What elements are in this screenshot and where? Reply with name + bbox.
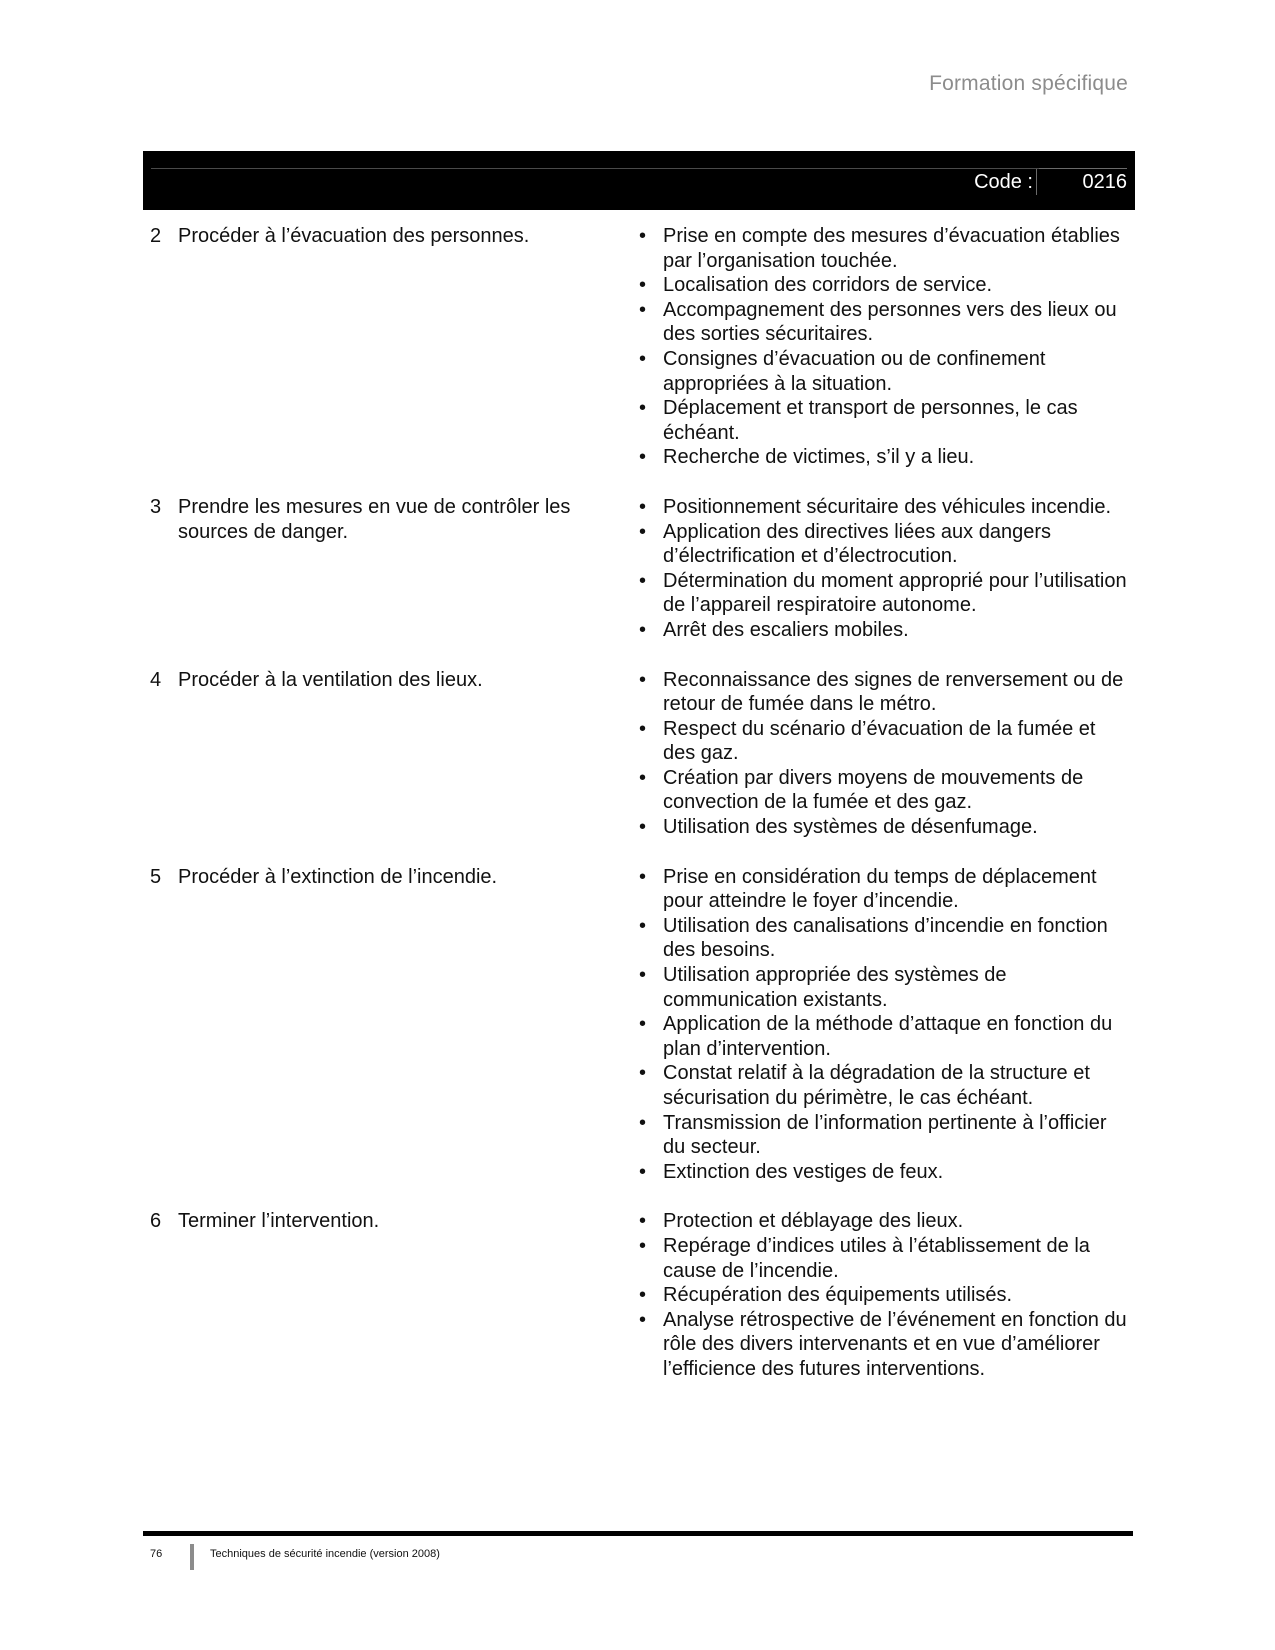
list-item — [633, 618, 1130, 643]
bullet-icon: • — [639, 298, 647, 321]
list-item — [633, 1283, 1130, 1308]
bullet-icon: • — [639, 1013, 647, 1036]
element-cell — [150, 865, 640, 1185]
element-text: Prendre les mesures en vue de contrôler les sources de danger. — [178, 495, 571, 543]
bullet-icon: • — [639, 668, 647, 691]
footer-document-title: Techniques de sécurité incendie (version 2008) — [210, 1548, 440, 1560]
list-item — [633, 766, 1130, 815]
bullet-icon: • — [639, 1062, 647, 1085]
bullet-icon: • — [639, 618, 647, 641]
element-cell — [150, 1209, 640, 1381]
element-number: 4 — [150, 668, 162, 691]
criterion-text: Respect du scénario d’évacuation de la fumée et des gaz. — [663, 717, 1096, 765]
element-number: 5 — [150, 865, 162, 888]
criterion-text: Détermination du moment approprié pour l’utilisation de l’appareil respiratoire autonome. — [663, 569, 1127, 617]
criterion-text: Déplacement et transport de personnes, le cas échéant. — [663, 397, 1078, 444]
element-text: Procéder à l’évacuation des personnes. — [178, 225, 530, 247]
table-row — [150, 1209, 1135, 1381]
table-row — [150, 668, 1135, 840]
criterion-text: Positionnement sécuritaire des véhicules incendie. — [663, 495, 1112, 518]
criterion-text: Consignes d’évacuation ou de confinement appropriées à la situation. — [663, 347, 1046, 395]
element-cell — [150, 224, 640, 470]
list-item — [633, 396, 1130, 445]
criterion-text: Application de la méthode d’attaque en fonction du plan d’intervention. — [663, 1013, 1113, 1060]
element-number: 6 — [150, 1210, 162, 1233]
footer-separator — [190, 1544, 194, 1570]
bullet-icon: • — [639, 495, 647, 518]
element-number: 2 — [150, 225, 162, 247]
code-value: 0216 — [1082, 171, 1127, 193]
criteria-cell — [640, 865, 1130, 1185]
bullet-icon: • — [639, 1284, 647, 1307]
list-item — [633, 1234, 1130, 1283]
list-item — [633, 520, 1130, 569]
code-label: Code : — [974, 171, 1033, 193]
criterion-text: Utilisation des canalisations d’incendie en fonction des besoins. — [663, 914, 1108, 962]
criterion-text: Constat relatif à la dégradation de la structure et sécurisation du périmètre, le cas échéant. — [663, 1062, 1090, 1109]
list-item — [633, 1209, 1130, 1234]
code-box-top-border — [1039, 168, 1127, 169]
list-item — [633, 815, 1130, 840]
list-item — [633, 298, 1130, 347]
table-row — [150, 495, 1135, 643]
bullet-icon: • — [639, 816, 647, 839]
bullet-icon: • — [639, 274, 647, 297]
element-number: 3 — [150, 495, 162, 518]
table-row — [150, 224, 1135, 470]
bullet-icon: • — [639, 347, 647, 370]
criteria-list — [640, 224, 1130, 470]
bullet-icon: • — [639, 766, 647, 789]
list-item — [633, 914, 1130, 963]
list-item — [633, 347, 1130, 396]
bullet-icon: • — [639, 520, 647, 543]
bullet-icon: • — [639, 1308, 647, 1331]
bullet-icon: • — [639, 914, 647, 937]
element-text: Procéder à l’extinction de l’incendie. — [178, 865, 498, 888]
list-item — [633, 1160, 1130, 1185]
code-bar-rule — [151, 168, 1127, 169]
bullet-icon: • — [639, 1160, 647, 1183]
criteria-list — [640, 495, 1130, 643]
criterion-text: Recherche de victimes, s’il y a lieu. — [663, 446, 975, 469]
criteria-cell — [640, 1209, 1130, 1381]
criterion-text: Utilisation des systèmes de désenfumage. — [663, 816, 1038, 839]
criterion-text: Récupération des équipements utilisés. — [663, 1284, 1013, 1307]
list-item — [633, 495, 1130, 520]
list-item — [633, 865, 1130, 914]
bullet-icon: • — [639, 1234, 647, 1257]
footer-rule — [143, 1531, 1133, 1536]
competency-table — [150, 224, 1135, 1407]
criteria-list — [640, 1209, 1130, 1381]
bullet-icon: • — [639, 865, 647, 888]
criteria-cell — [640, 668, 1130, 840]
list-item — [633, 1012, 1130, 1061]
bullet-icon: • — [639, 1210, 647, 1233]
element-text: Terminer l’intervention. — [178, 1210, 380, 1233]
criterion-text: Protection et déblayage des lieux. — [663, 1210, 964, 1233]
bullet-icon: • — [639, 569, 647, 592]
bullet-icon: • — [639, 446, 647, 469]
list-item — [633, 963, 1130, 1012]
criteria-list — [640, 865, 1130, 1185]
criterion-text: Application des directives liées aux dangers d’électrification et d’électrocution. — [663, 520, 1051, 568]
criterion-text: Localisation des corridors de service. — [663, 274, 993, 297]
element-text: Procéder à la ventilation des lieux. — [178, 668, 483, 691]
code-header-bar — [143, 151, 1135, 210]
criterion-text: Repérage d’indices utiles à l’établissement de la cause de l’incendie. — [663, 1234, 1090, 1282]
list-item — [633, 273, 1130, 298]
list-item — [633, 1061, 1130, 1110]
list-item — [633, 1111, 1130, 1160]
criterion-text: Accompagnement des personnes vers des lieux ou des sorties sécuritaires. — [663, 298, 1117, 346]
list-item — [633, 445, 1130, 470]
criterion-text: Arrêt des escaliers mobiles. — [663, 618, 909, 641]
element-cell — [150, 495, 640, 643]
code-box-divider — [1036, 169, 1037, 195]
table-row — [150, 865, 1135, 1185]
criteria-list — [640, 668, 1130, 840]
criterion-text: Analyse rétrospective de l’événement en fonction du rôle des divers intervenants et en vue d’améliorer l’efficience des futures interventions. — [663, 1308, 1127, 1380]
criteria-cell — [640, 495, 1130, 643]
bullet-icon: • — [639, 964, 647, 987]
list-item — [633, 224, 1130, 273]
list-item — [633, 717, 1130, 766]
criterion-text: Prise en considération du temps de déplacement pour atteindre le foyer d’incendie. — [663, 865, 1097, 913]
criterion-text: Reconnaissance des signes de renversement ou de retour de fumée dans le métro. — [663, 668, 1124, 716]
running-head-section-title: Formation spécifique — [929, 72, 1128, 95]
criteria-cell — [640, 224, 1130, 470]
list-item — [633, 569, 1130, 618]
list-item — [633, 1308, 1130, 1382]
element-cell — [150, 668, 640, 840]
criterion-text: Création par divers moyens de mouvements de convection de la fumée et des gaz. — [663, 766, 1084, 814]
list-item — [633, 668, 1130, 717]
bullet-icon: • — [639, 1111, 647, 1134]
criterion-text: Utilisation appropriée des systèmes de communication existants. — [663, 964, 1007, 1011]
criterion-text: Extinction des vestiges de feux. — [663, 1160, 944, 1183]
criterion-text: Prise en compte des mesures d’évacuation établies par l’organisation touchée. — [663, 225, 1120, 272]
bullet-icon: • — [639, 225, 647, 247]
bullet-icon: • — [639, 397, 647, 420]
criterion-text: Transmission de l’information pertinente à l’officier du secteur. — [663, 1111, 1107, 1159]
page-number: 76 — [150, 1548, 163, 1560]
bullet-icon: • — [639, 717, 647, 740]
